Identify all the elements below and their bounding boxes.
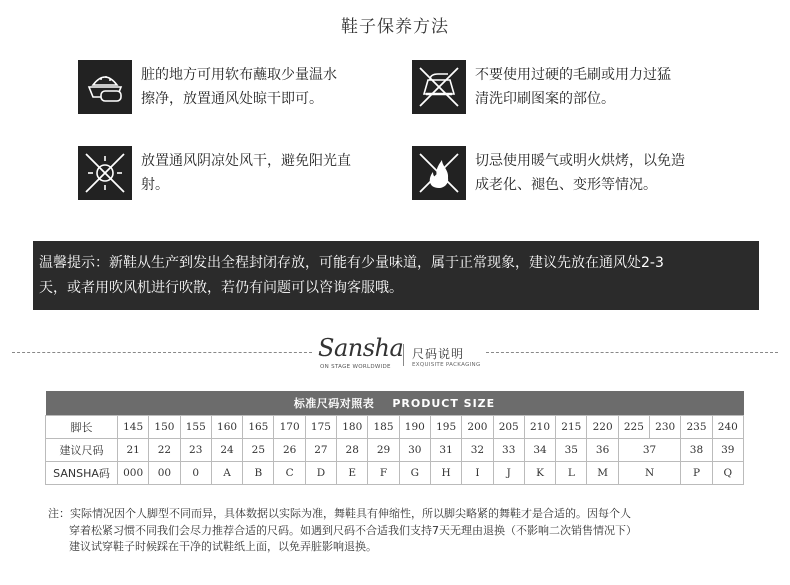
care-text-line: 脏的地方可用软布蘸取少量温水 bbox=[141, 67, 337, 83]
brand-separator bbox=[403, 344, 404, 366]
page-title: 鞋子保养方法 bbox=[341, 17, 449, 37]
care-item-fire bbox=[412, 146, 735, 200]
table-cell: 37 bbox=[618, 439, 681, 462]
table-cell: 205 bbox=[493, 416, 524, 439]
notice-line: 温馨提示：新鞋从生产到发出全程封闭存放，可能有少量味道，属于正常现象，建议先放在通风处2-3 bbox=[39, 255, 664, 271]
brand-logo-sub: ON STAGE WORLDWIDE bbox=[320, 364, 391, 370]
table-cell: 210 bbox=[524, 416, 555, 439]
care-text-line: 成老化、褪色、变形等情况。 bbox=[475, 177, 657, 193]
table-cell: M bbox=[587, 462, 618, 485]
table-cell: 39 bbox=[712, 439, 743, 462]
care-text-line: 擦净，放置通风处晾干即可。 bbox=[141, 91, 323, 107]
table-cell: 22 bbox=[149, 439, 180, 462]
care-text-line: 清洗印刷图案的部位。 bbox=[475, 91, 615, 107]
no-iron-icon bbox=[412, 60, 466, 114]
table-cell: G bbox=[399, 462, 430, 485]
care-item-wash bbox=[78, 60, 401, 114]
table-cell: 195 bbox=[430, 416, 461, 439]
footnote bbox=[48, 506, 758, 556]
table-cell: 35 bbox=[556, 439, 587, 462]
table-cell: C bbox=[274, 462, 305, 485]
care-text-line: 切忌使用暖气或明火烘烤，以免造 bbox=[475, 153, 685, 169]
divider-left bbox=[12, 352, 312, 353]
table-cell: A bbox=[211, 462, 242, 485]
table-row bbox=[46, 416, 744, 439]
table-cell: 0 bbox=[180, 462, 211, 485]
row-label: 建议尺码 bbox=[46, 439, 118, 462]
table-cell: 175 bbox=[305, 416, 336, 439]
table-cell: 185 bbox=[368, 416, 399, 439]
table-cell: 165 bbox=[243, 416, 274, 439]
row-label: SANSHA码 bbox=[46, 462, 118, 485]
care-item-shade bbox=[78, 146, 401, 200]
notice-line: 天，或者用吹风机进行吹散，若仍有问题可以咨询客服哦。 bbox=[39, 280, 403, 296]
table-cell: Q bbox=[712, 462, 743, 485]
care-text-line: 不要使用过硬的毛刷或用力过猛 bbox=[475, 67, 671, 83]
table-cell: N bbox=[618, 462, 681, 485]
table-cell: 00 bbox=[149, 462, 180, 485]
divider-right bbox=[486, 352, 778, 353]
table-cell: 36 bbox=[587, 439, 618, 462]
no-fire-icon bbox=[412, 146, 466, 200]
table-cell: 160 bbox=[211, 416, 242, 439]
table-cell: E bbox=[337, 462, 368, 485]
table-cell: 32 bbox=[462, 439, 493, 462]
table-cell: 215 bbox=[556, 416, 587, 439]
table-cell: 38 bbox=[681, 439, 712, 462]
row-label: 脚长 bbox=[46, 416, 118, 439]
table-cell: 25 bbox=[243, 439, 274, 462]
table-cell: F bbox=[368, 462, 399, 485]
table-cell: 200 bbox=[462, 416, 493, 439]
table-cell: 29 bbox=[368, 439, 399, 462]
size-chart-title-en: PRODUCT SIZE bbox=[392, 397, 496, 410]
size-chart-table bbox=[45, 391, 744, 485]
section-title-en: EXQUISITE PACKAGING bbox=[412, 362, 481, 368]
table-cell: L bbox=[556, 462, 587, 485]
table-cell: I bbox=[462, 462, 493, 485]
table-cell: 28 bbox=[337, 439, 368, 462]
size-chart-header bbox=[46, 391, 744, 416]
table-cell: 190 bbox=[399, 416, 430, 439]
table-cell: 30 bbox=[399, 439, 430, 462]
table-cell: 23 bbox=[180, 439, 211, 462]
table-cell: 33 bbox=[493, 439, 524, 462]
care-text-line: 射。 bbox=[141, 177, 169, 193]
table-cell: 180 bbox=[337, 416, 368, 439]
table-cell: B bbox=[243, 462, 274, 485]
table-cell: 27 bbox=[305, 439, 336, 462]
footnote-line: 穿着松紧习惯不同我们会尽力推荐合适的尺码。如遇到尺码不合适我们支持7天无理由退换（不影响二次销售情况下） bbox=[69, 523, 637, 537]
table-cell: 235 bbox=[681, 416, 712, 439]
table-row bbox=[46, 462, 744, 485]
table-cell: 220 bbox=[587, 416, 618, 439]
table-cell: J bbox=[493, 462, 524, 485]
table-cell: D bbox=[305, 462, 336, 485]
table-row bbox=[46, 439, 744, 462]
table-cell: H bbox=[430, 462, 461, 485]
notice-banner bbox=[33, 241, 759, 310]
table-cell: 21 bbox=[118, 439, 149, 462]
section-title-cn: 尺码说明 bbox=[412, 347, 465, 361]
table-cell: 31 bbox=[430, 439, 461, 462]
table-cell: 230 bbox=[650, 416, 681, 439]
table-cell: 155 bbox=[180, 416, 211, 439]
size-chart-title-cn: 标准尺码对照表 bbox=[293, 397, 375, 410]
table-cell: 000 bbox=[118, 462, 149, 485]
table-cell: P bbox=[681, 462, 712, 485]
care-item-brush bbox=[412, 60, 735, 114]
table-cell: 145 bbox=[118, 416, 149, 439]
table-cell: 225 bbox=[618, 416, 649, 439]
wash-basin-sponge-icon bbox=[78, 60, 132, 114]
table-cell: 24 bbox=[211, 439, 242, 462]
footnote-line: 注：实际情况因个人脚型不同而异，具体数据以实际为准，舞鞋具有伸缩性，所以脚尖略紧的舞鞋才是合适的。因每个人 bbox=[48, 507, 631, 520]
care-text-line: 放置通风阴凉处风干，避免阳光直 bbox=[141, 153, 351, 169]
table-cell: 170 bbox=[274, 416, 305, 439]
no-sun-icon bbox=[78, 146, 132, 200]
brand-header bbox=[318, 334, 488, 374]
table-cell: 240 bbox=[712, 416, 743, 439]
footnote-line: 建议试穿鞋子时候踩在干净的试鞋纸上面，以免弄脏影响退换。 bbox=[69, 540, 377, 553]
brand-logo: Sansha bbox=[318, 334, 404, 362]
table-cell: K bbox=[524, 462, 555, 485]
table-cell: 26 bbox=[274, 439, 305, 462]
table-cell: 34 bbox=[524, 439, 555, 462]
table-cell: 150 bbox=[149, 416, 180, 439]
